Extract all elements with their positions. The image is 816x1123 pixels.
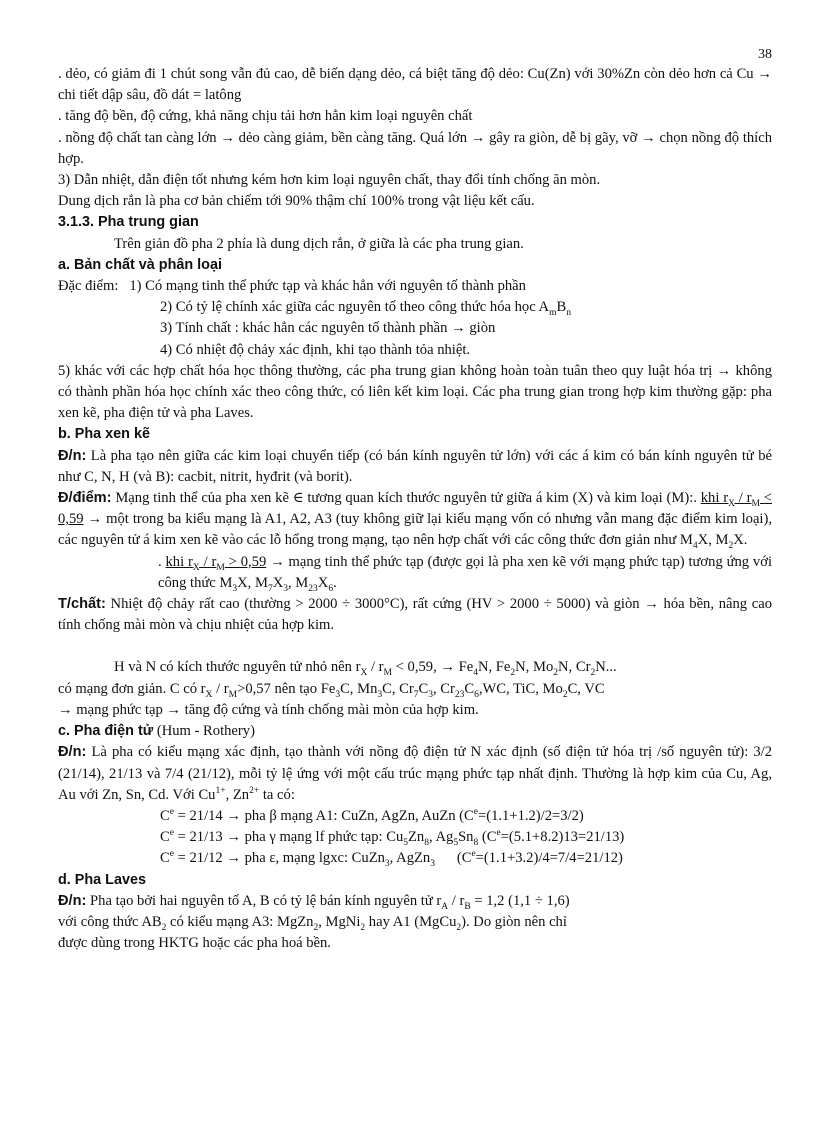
page-content xyxy=(58,44,772,954)
characteristics-cont: . khi $r_X / r_M > 0,59$ → mạng tinh thể phức tạp (được gọi là pha xen kẽ với mạng phức tạp) tương ứng với công thức $M_3X$, $M_7X_3$, $M_{23}X_6$. xyxy=(158,553,772,594)
page-number: 38 xyxy=(758,47,772,62)
document-page xyxy=(58,44,772,954)
characteristics: Đ/điểm: Mạng tinh thể của pha xen kẽ ∈ tương quan kích thước nguyên tử giữa á kim (X) và kim loại (M):. khi $r_X / r_M < 0,59$ → một trong ba kiểu mạng là A1, A2, A3 (tuy không giữ lại kiểu mạng vốn có nhưng vẫn mang đặc điểm kim loại), các nguyên tử á kim xen kẽ vào các lỗ hổng trong mạng, tạo nên hợp chất với các công thức đơn giản như $M_4X$, $M_2X$. xyxy=(58,490,772,552)
feature-line-1: Đặc điểm: 1) Có mạng tinh thể phức tạp và khác hẳn với nguyên tố thành phần xyxy=(58,278,526,295)
paragraph: được dùng trong HKTG hoặc các pha hoá bền. xyxy=(58,935,331,952)
paragraph: với công thức $AB_2$ có kiểu mạng A3: MgZn$_2$, MgNi$_2$ hay A1 (MgCu$_2$). Do giòn nên chỉ xyxy=(58,913,567,933)
paragraph: H và N có kích thước nguyên tử nhỏ nên $r_X / r_M < 0,59$, → $Fe_4N$, $Fe_2N$, $Mo_2N$, $Cr_2N$... xyxy=(114,659,617,679)
properties: T/chất: Nhiệt độ chảy rất cao (thường > 2000 ÷ 3000°C), rất cứng (HV > 2000 ÷ 5000) và giòn → hóa bền, nâng cao tính chống mài mòn và chịu nhiệt của hợp kim. xyxy=(58,596,772,634)
formula-line-3: Ce = 21/12 → pha ε, mạng lgxc: CuZn$_3$, AgZn$_3$ $(C^e=(1.1+3.2)/4=7/4=21/12)$ xyxy=(160,849,623,870)
paragraph: → mạng phức tạp → tăng độ cứng và tính chống mài mòn của hợp kim. xyxy=(58,701,479,718)
paragraph: 3) Dẫn nhiệt, dẫn điện tốt nhưng kém hơn kim loại nguyên chất, thay đổi tính chống ăn mòn. xyxy=(58,172,601,189)
paragraph: . tăng độ bền, độ cứng, khả năng chịu tải hơn hẳn kim loại nguyên chất xyxy=(58,108,473,125)
section-heading-c: c. Pha điện tử (Hum - Rothery) xyxy=(58,723,255,740)
paragraph: . dẻo, có giảm đi 1 chút song vẫn đủ cao, dễ biến dạng dẻo, cá biệt tăng độ dẻo: Cu(Zn) với 30%Zn còn dẻo hơn cả Cu → chi tiết dập sâu, đồ dát = latông xyxy=(58,66,772,104)
formula-line-2: Ce = 21/13 → pha γ mạng lf phức tạp: $Cu_5Zn_8$, $Ag_5Sn_8$ $(C^e=(5.1+8.2)13=21/13)$ xyxy=(160,828,625,849)
feature-line-3: 3) Tính chất : khác hẳn các nguyên tố thành phần → giòn xyxy=(160,320,496,337)
feature-line-4: 4) Có nhiệt độ chảy xác định, khi tạo thành tỏa nhiệt. xyxy=(160,341,471,358)
paragraph: . nồng độ chất tan càng lớn → dẻo càng giảm, bền càng tăng. Quá lớn → gây ra giòn, dễ bị gãy, vỡ → chọn nồng độ thích hợp. xyxy=(58,129,772,167)
section-heading-a: a. Bản chất và phân loại xyxy=(58,256,222,273)
paragraph: Dung dịch rắn là pha cơ bản chiếm tới 90% thậm chí 100% trong vật liệu kết cấu. xyxy=(58,193,535,210)
definition: Đ/n: Là pha có kiểu mạng xác định, tạo thành với nồng độ điện tử N xác định (số điện tử hóa trị /số nguyên tử): 3/2 (21/14), 21/13 và 7/4 (21/12), mỗi tỷ lệ ứng với một cấu trúc mạng phức tạp nhất định. Thường là hợp kim của Cu, Ag, Au với Zn, Sn, Cd. Với $Cu^{1+}$, $Zn^{2+}$ ta có: xyxy=(58,744,772,803)
section-heading-d: d. Pha Laves xyxy=(58,871,146,888)
paragraph: 5) khác với các hợp chất hóa học thông thường, các pha trung gian không hoàn toàn tuân theo quy luật hóa trị → không có thành phần hóa học chính xác theo công thức, có liên kết kim loại. Các pha trung gian trong hợp kim thường gặp: pha xen kẽ, pha điện tử và pha Laves. xyxy=(58,362,772,422)
definition: Đ/n: Là pha tạo nên giữa các kim loại chuyển tiếp (có bán kính nguyên tử lớn) với các á kim có bán kính nguyên tử bé như C, N, H (và B): cacbit, nitrit, hyđrit (và borit). xyxy=(58,447,772,485)
section-heading-b: b. Pha xen kẽ xyxy=(58,426,150,443)
paragraph: có mạng đơn giản. C có $r_X / r_M>0,57$ nên tạo $Fe_3C$, $Mn_3C$, $Cr_7C_3$, $Cr_{23}C_6,WC$, TiC, $Mo_2C$, VC xyxy=(58,680,605,700)
formula-line-1: Ce = 21/14 → pha β mạng A1: CuZn, AgZn, AuZn $(C^e=(1.1+1.2)/2=3/2)$ xyxy=(160,807,584,824)
definition: Đ/n: Pha tạo bởi hai nguyên tố A, B có tỷ lệ bán kính nguyên tử $r_A / r_B = 1,2$ (1,1 ÷ 1,6) xyxy=(58,892,570,912)
paragraph: Trên giản đồ pha 2 phía là dung dịch rắn, ở giữa là các pha trung gian. xyxy=(114,235,524,252)
section-heading-3-1-3: 3.1.3. Pha trung gian xyxy=(58,214,199,231)
feature-line-2: 2) Có tỷ lệ chính xác giữa các nguyên tố theo công thức hóa học $A_mB_n$ xyxy=(160,299,571,319)
